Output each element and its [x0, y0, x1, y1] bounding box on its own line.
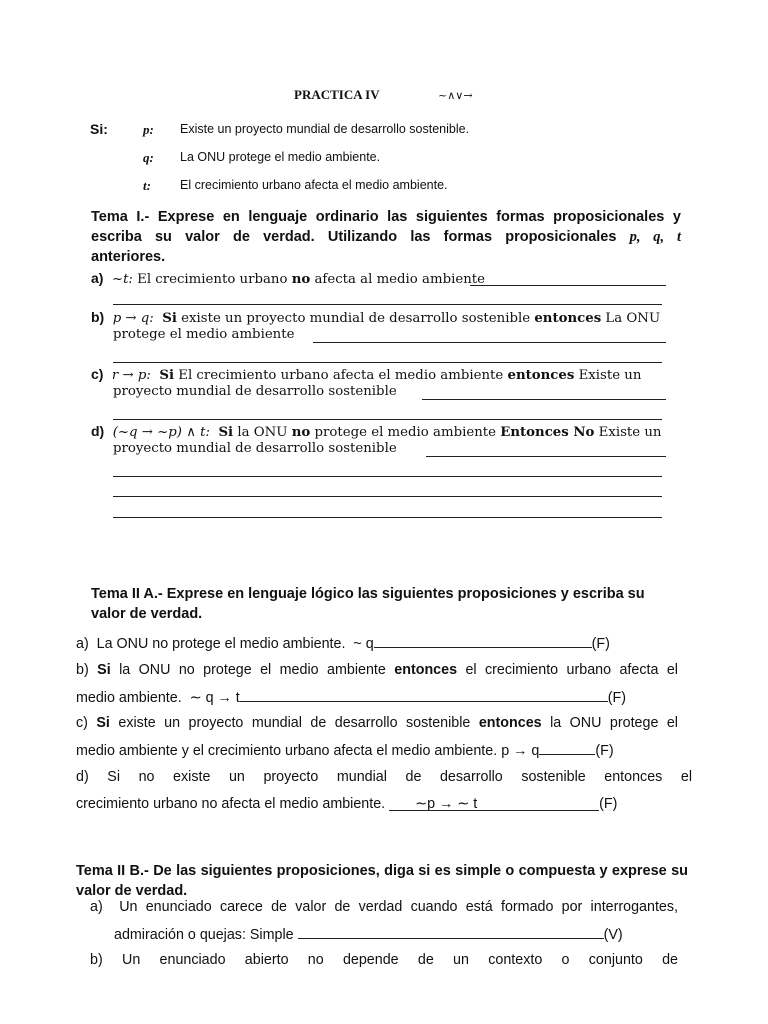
tema2a-b-line2: medio ambiente. ∼ q → t (F): [76, 687, 626, 708]
tema2a-a-answer-line[interactable]: [374, 633, 592, 648]
tema1-a-answer-line-2[interactable]: [113, 304, 662, 305]
tema1-d-answer-line-2[interactable]: [113, 476, 662, 477]
tema1-heading-end: anteriores.: [91, 249, 166, 265]
tema1-b-answer-line-1[interactable]: [313, 342, 666, 343]
tema1-item-b: b) p → q: Si existe un proyecto mundial de desarrollo sostenible entonces La ONU: [91, 309, 661, 326]
tema2a-item-b: b) Si la ONU no protege el medio ambiente entonces el crecimiento urbano afecta el: [76, 662, 678, 678]
def-var-t: t:: [143, 178, 151, 193]
tema2b-a-line2: admiración o quejas: Simple (V): [114, 924, 623, 945]
tema2b-heading: Tema II B.- De las siguientes proposiciones, diga si es simple o compuesta y exprese su valor de verdad.: [76, 863, 688, 899]
tema2a-c-line2: medio ambiente y el crecimiento urbano afecta el medio ambiente. p → q (F): [76, 740, 614, 761]
tema2a-item-c: c) Si existe un proyecto mundial de desarrollo sostenible entonces la ONU protege el: [76, 715, 678, 731]
def-text-t: El crecimiento urbano afecta el medio ambiente.: [180, 178, 448, 192]
tema2a-item-a: a) La ONU no protege el medio ambiente. ~ q (F): [76, 633, 610, 654]
tema1-a-answer-line-1[interactable]: [470, 285, 666, 286]
tema2a-item-d: d) Si no existe un proyecto mundial de desarrollo sostenible entonces el: [76, 769, 692, 785]
page-title: PRACTICA IV: [294, 87, 380, 102]
tema2a-b-answer-line[interactable]: [240, 687, 608, 702]
tema1-item-d: d) (~q → ~p) ∧ t: Si la ONU no protege el medio ambiente Entonces No Existe un: [91, 423, 662, 440]
tema1-item-a: a) ~t: El crecimiento urbano no afecta al medio ambiente: [91, 270, 485, 287]
def-var-q: q:: [143, 150, 154, 165]
tema2a-c-answer-line[interactable]: [539, 740, 595, 755]
def-text-q: La ONU protege el medio ambiente.: [180, 150, 381, 164]
tema1-heading: Tema I.- Exprese en lenguaje ordinario las siguientes formas proposicionales y escriba su valor de verdad. Utilizando las formas proposicionales p, q, t: [91, 209, 681, 245]
si-label: Si:: [90, 121, 108, 137]
tema1-d-line2: proyecto mundial de desarrollo sostenible: [113, 441, 397, 456]
def-var-p: p:: [143, 122, 154, 137]
def-text-p: Existe un proyecto mundial de desarrollo sostenible.: [180, 122, 470, 136]
tema1-d-answer-line-3[interactable]: [113, 496, 662, 497]
tema1-d-answer-line-4[interactable]: [113, 517, 662, 518]
tema2b-item-a: a) Un enunciado carece de valor de verdad cuando está formado por interrogantes,: [90, 899, 678, 915]
logic-symbols: ~∧∨→: [438, 89, 473, 102]
tema1-item-c: c) r → p: Si El crecimiento urbano afecta el medio ambiente entonces Existe un: [91, 366, 642, 383]
tema1-d-answer-line-1[interactable]: [426, 456, 666, 457]
tema2a-d-answer-line[interactable]: ∼p → ∼ t: [389, 794, 599, 811]
tema1-c-answer-line-1[interactable]: [422, 399, 666, 400]
tema2b-item-b: b) Un enunciado abierto no depende de un contexto o conjunto de: [90, 952, 678, 968]
tema2b-a-answer-line[interactable]: [298, 924, 604, 939]
tema1-b-answer-line-2[interactable]: [113, 362, 662, 363]
tema1-c-answer-line-2[interactable]: [113, 419, 662, 420]
tema2a-heading: Tema II A.- Exprese en lenguaje lógico las siguientes proposiciones y escriba su valor de verdad.: [91, 586, 645, 622]
tema1-b-line2: protege el medio ambiente: [113, 327, 295, 342]
tema1-c-line2: proyecto mundial de desarrollo sostenible: [113, 384, 397, 399]
tema2a-d-line2: crecimiento urbano no afecta el medio ambiente. ∼p → ∼ t (F): [76, 796, 618, 812]
